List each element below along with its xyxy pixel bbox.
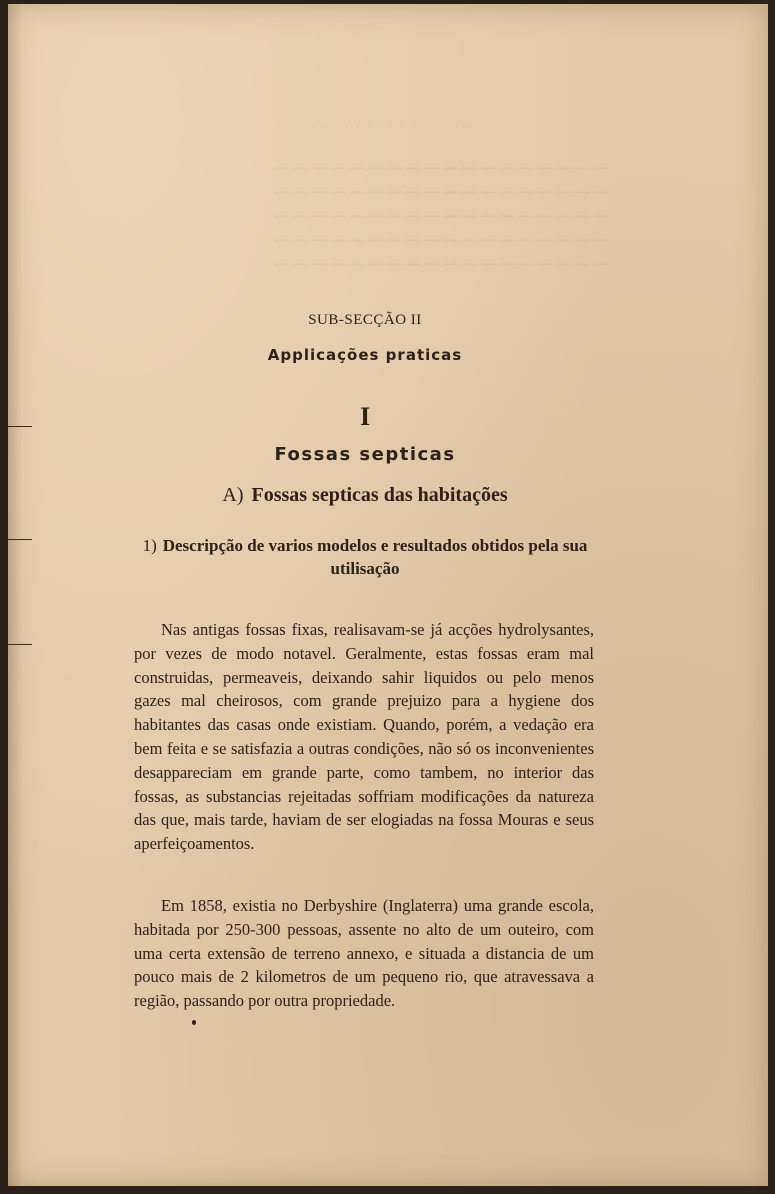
- section-heading: Applicações praticas: [267, 346, 463, 364]
- subsection-1-title: Descripção de varios modelos e resultados obtidos pela sua utilisação: [162, 536, 588, 578]
- subsection-a-label: A): [222, 484, 244, 506]
- subsection-1-heading: [130, 534, 600, 580]
- body-paragraph: Nas antigas fossas fixas, realisavam-se já acções hydrolysantes, por vezes de modo notavel. Geralmente, estas fossas eram mal construidas, permeaveis, deixando sahir liquidos ou pelo menos gazes mal cheirosos, com grande prejuizo para a hygiene dos habitantes das casas onde existiam. Quando, porém, a vedação era bem feita e se satisfazia a outras condições, não só os inconvenientes desappareciam em grande parte, como tambem, no interior das fossas, as substancias rejeitadas soffriam modificações da natureza das que, mais tarde, haviam de ser elogiadas na fossa Mouras e seus aperfeiçoamentos.: [134, 620, 594, 854]
- subsection-1-number: 1): [142, 536, 157, 555]
- binding-mark: [8, 539, 32, 540]
- subsection-a-heading: [130, 484, 600, 507]
- subsection-a-title: Fossas septicas das habitações: [251, 484, 508, 506]
- chapter-numeral: I: [359, 402, 371, 431]
- binding-mark: [8, 644, 32, 645]
- ink-spot: [192, 1020, 196, 1025]
- body-paragraph: Em 1858, existia no Derbyshire (Inglaterra) uma grande escola, habitada por 250-300 pessoas, assente no alto de um outeiro, com uma certa extensão de terreno annexo, e situada a distancia de um pouco mais de 2 kilometros de um pequeno rio, que atravessava a região, passando por outra propriedade.: [134, 896, 594, 1011]
- chapter-title: Fossas septicas: [274, 444, 456, 465]
- sub-section-label: SUB-SECÇÃO II: [308, 312, 422, 328]
- bleed-through-text: · · · · · · · · · · · · · · · · · · — — — — — — — — — — — — — — — — — — — — — — — — — — — — — — — — — — — — — — — — — — — — — — — — — — — — — — — — — — — — — — — — — — — — — — — — — — — — — — — — — — — — — — — — — —: [274, 119, 608, 272]
- binding-mark: [8, 426, 32, 427]
